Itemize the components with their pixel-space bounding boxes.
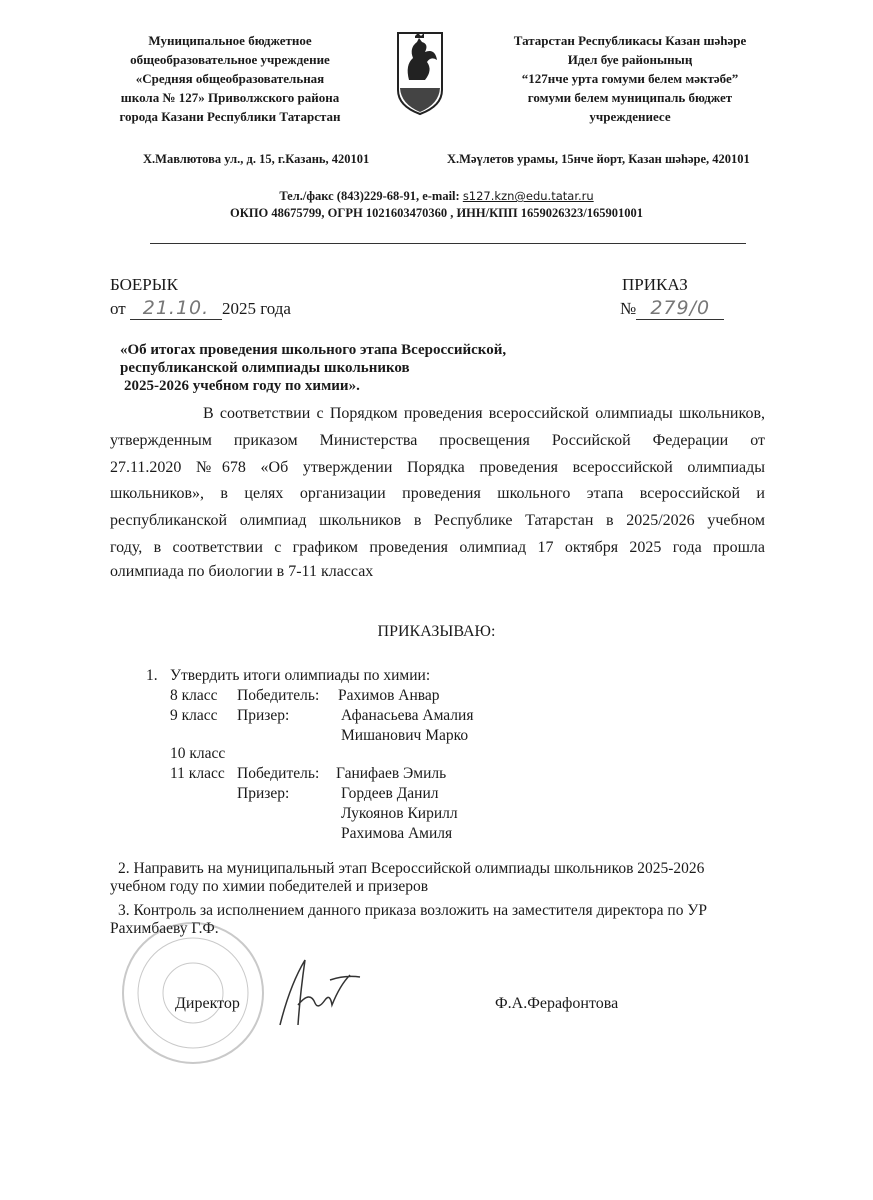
address-ru: Х.Мавлютова ул., д. 15, г.Казань, 420101 <box>143 152 370 166</box>
body-line: олимпиада по биологии в 7-11 классах <box>110 563 374 580</box>
result-name: Гордеев Данил <box>341 785 439 802</box>
header-divider <box>150 243 746 244</box>
contact-line <box>0 189 873 204</box>
org-line: общеобразовательное учреждение <box>130 52 330 67</box>
number-handwritten: 279/0 <box>636 297 724 320</box>
email-link[interactable]: s127.kzn@edu.tatar.ru <box>462 189 594 203</box>
result-grade: 11 класс <box>170 765 225 782</box>
result-grade: 9 класс <box>170 707 218 724</box>
order-label-ru: ПРИКАЗ <box>622 275 688 294</box>
date-prefix: от <box>110 299 126 318</box>
result-role: Призер: <box>237 785 290 802</box>
order-date <box>110 297 291 320</box>
number-prefix: № <box>620 299 637 318</box>
body-line: школьников», в целях организации проведения школьного этапа всероссийской и <box>110 485 765 502</box>
result-name: Афанасьева Амалия <box>341 707 474 724</box>
item-line: Рахимбаеву Г.Ф. <box>110 920 219 937</box>
org-line: «Средняя общеобразовательная <box>135 71 325 86</box>
item-number: 1. <box>146 667 158 684</box>
body-line: утвержденным приказом Министерства просвещения Российской Федерации от <box>110 432 765 449</box>
date-handwritten: 21.10. <box>130 297 222 320</box>
item-line: 3. Контроль за исполнением данного приказа возложить на заместителя директора по УР <box>118 902 707 919</box>
result-role: Призер: <box>237 707 290 724</box>
item1 <box>146 667 431 685</box>
body-line: году, в соответствии с графиком проведения олимпиад 17 октября 2025 года прошла <box>110 539 765 556</box>
address-tt: Х.Мәүлетов урамы, 15нче йорт, Казан шәһәре, 420101 <box>447 152 750 166</box>
result-name: Рахимов Анвар <box>338 687 440 704</box>
order-label-tt: БОЕРЫК <box>110 275 178 294</box>
org-line: учреждениесе <box>589 109 671 124</box>
result-grade: 10 класс <box>170 745 226 762</box>
org-line: Муниципальное бюджетное <box>148 33 312 48</box>
org-line: города Казани Республики Татарстан <box>119 109 341 124</box>
result-name: Мишанович Марко <box>341 727 469 744</box>
item2 <box>110 860 704 896</box>
body-line: республиканской олимпиад школьников в Республике Татарстан в 2025/2026 учебном <box>110 512 765 529</box>
item-text: Утвердить итоги олимпиады по химии: <box>170 667 431 684</box>
body-line: В соответствии с Порядком проведения всероссийской олимпиады школьников, <box>203 405 765 422</box>
signature-position: Директор <box>175 995 240 1012</box>
title-line: «Об итогах проведения школьного этапа Всероссийской, <box>120 342 507 358</box>
order-title <box>120 341 506 395</box>
result-role: Победитель: <box>237 687 320 704</box>
result-name: Лукоянов Кирилл <box>341 805 458 822</box>
title-line: республиканской олимпиады школьников <box>120 360 410 376</box>
phone-fax: Тел./факс (843)229-68-91, e-mail: <box>279 189 463 203</box>
signature-name: Ф.А.Ферафонтова <box>495 995 619 1012</box>
order-number <box>620 297 724 320</box>
coat-of-arms-emblem <box>395 30 445 116</box>
header-right-org-name <box>495 31 765 126</box>
decree-heading: ПРИКАЗЫВАЮ: <box>377 623 496 640</box>
result-name: Ганифаев Эмиль <box>336 765 447 782</box>
result-name: Рахимова Амиля <box>341 825 453 842</box>
registry-codes: ОКПО 48675799, ОГРН 1021603470360 , ИНН/КПП 1659026323/165901001 <box>230 206 643 220</box>
org-line: Татарстан Республикасы Казан шәһәре <box>513 33 747 48</box>
org-line: Идел буе районының <box>567 52 693 67</box>
org-line: школа № 127» Приволжского района <box>120 90 340 105</box>
date-suffix: 2025 года <box>221 299 291 318</box>
org-line: “127нче урта гомуми белем мәктәбе” <box>521 71 739 86</box>
header-left-org-name <box>90 31 370 126</box>
item-line: учебном году по химии победителей и призеров <box>110 878 429 895</box>
item-line: 2. Направить на муниципальный этап Всероссийской олимпиады школьников 2025-2026 <box>118 860 705 877</box>
org-line: гомуми белем муниципаль бюджет <box>527 90 733 105</box>
result-role: Победитель: <box>237 765 320 782</box>
result-grade: 8 класс <box>170 687 218 704</box>
handwritten-signature <box>270 955 365 1035</box>
body-line: 27.11.2020 №678 «Об утверждении Порядка проведения всероссийской олимпиады <box>110 459 765 476</box>
official-seal-stamp <box>118 918 268 1068</box>
title-line: 2025-2026 учебном году по химии». <box>124 378 360 394</box>
